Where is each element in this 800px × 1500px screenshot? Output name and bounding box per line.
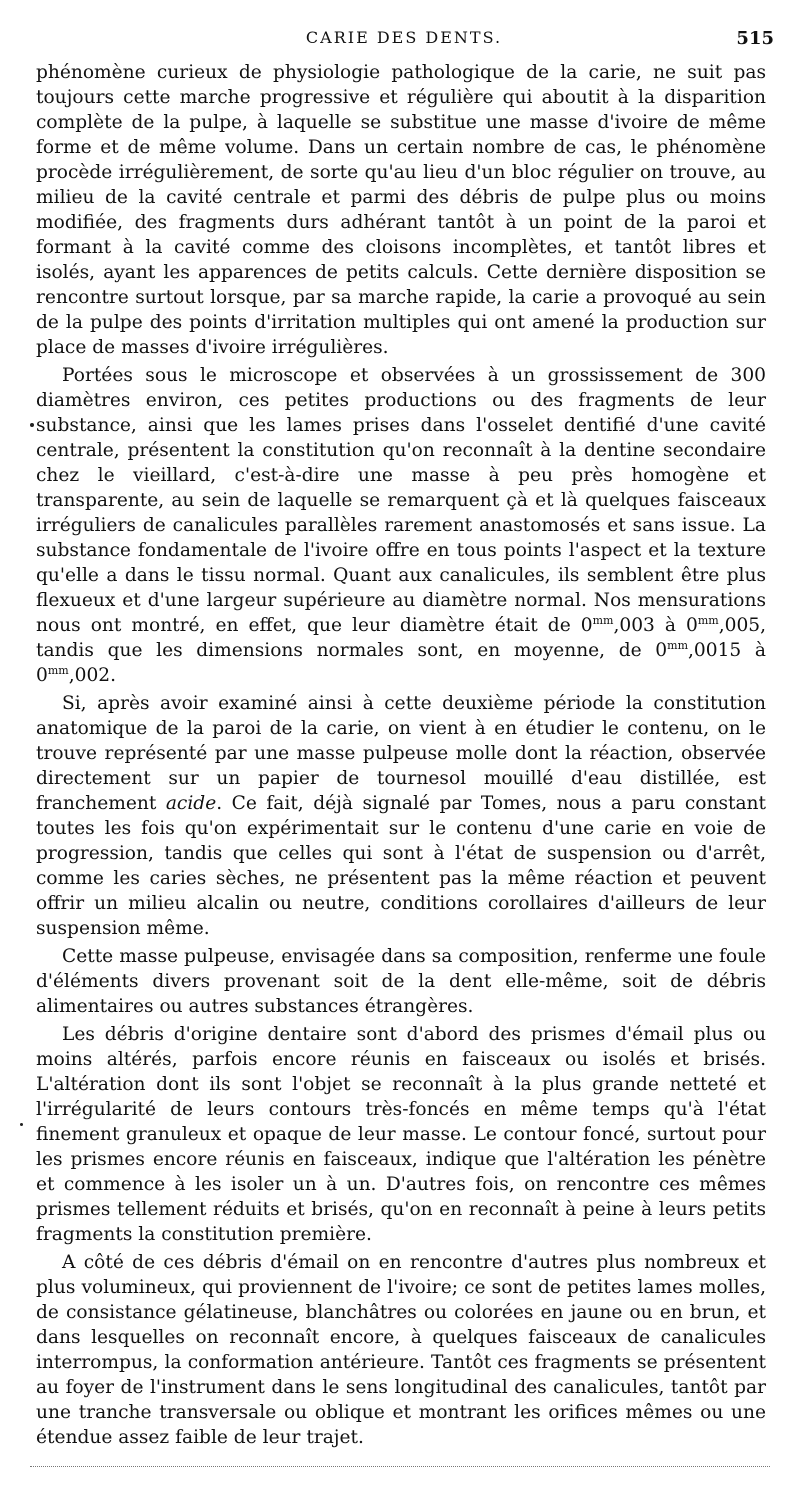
paragraph-6: A côté de ces débris d'émail on en rencontre d'autres plus nombreux et plus volumineux, qui proviennent de l'ivoire; ce sont de petites lames molles, de consistance gélatineuse, blanchâtres ou colorées en jaune ou en brun, et dans lesquelles on reconnaît encore, à quelques faisceaux de canalicules interrompus, la conformation antérieure. Tantôt ces fragments se présentent au foyer de l'instrument dans le sens longitudinal des canalicules, tantôt par une tranche transversale ou oblique et montrant les orifices mêmes ou une étendue assez faible de leur trajet. bbox=[36, 1252, 766, 1448]
paragraph-2-text-d: ,0015 à 0 bbox=[36, 640, 766, 686]
paragraph-2-text-a: Portées sous le microscope et observées à un grossissement de 300 diamètres environ, ces petites productions ou des fragments de leur substance, ainsi que les lames prises dans l'osselet dentifié d'une cavité centrale, présentent la constitution qu'on reconnaît à la dentine secondaire chez le vieillard, c'est-à-dire une masse à peu près homogène et transparente, au sein de laquelle se remarquent çà et là quelques faisceaux irréguliers de canalicules parallèles rarement anastomosés et sans issue. La substance fondamentale de l'ivoire offre en tous points l'aspect et la texture qu'elle a dans le tissu normal. Quant aux canalicules, ils semblent être plus flexueux et d'une largeur supérieure au diamètre normal. Nos mensurations nous ont montré, en effet, que leur diamètre était de 0 bbox=[36, 365, 766, 636]
page-number: 515 bbox=[736, 28, 774, 49]
unit-superscript-1: mm bbox=[592, 613, 614, 627]
unit-superscript-3: mm bbox=[667, 638, 689, 652]
running-head bbox=[34, 28, 774, 54]
paragraph-5: Les débris d'origine dentaire sont d'abord des prismes d'émail plus ou moins altérés, parfois encore réunis en faisceaux ou isolés et brisés. L'altération dont ils sont l'objet se reconnaît à la plus grande netteté et l'irrégularité de leurs contours très-foncés en même temps qu'à l'état finement granuleux et opaque de leur masse. Le contour foncé, surtout pour les prismes encore réunis en faisceaux, indique que l'altération les pénètre et commence à les isoler un à un. D'autres fois, on rencontre ces mêmes prismes tellement réduits et brisés, qu'on en reconnaît à peine à leurs petits fragments la constitution première. bbox=[36, 1024, 766, 1245]
paragraph-4: Cette masse pulpeuse, envisagée dans sa composition, renferme une foule d'éléments divers provenant soit de la dent elle-même, soit de débris alimentaires ou autres substances étrangères. bbox=[36, 946, 766, 1017]
unit-superscript-2: mm bbox=[697, 613, 719, 627]
paragraph-3-italic: acide bbox=[165, 793, 217, 814]
paragraph-3-text-a: Si, après avoir examiné ainsi à cette deuxième période la constitution anatomique de la paroi de la carie, on vient à en étudier le contenu, on le trouve représenté par une masse pulpeuse molle dont la réaction, observée directement sur un papier de tournesol mouillé d'eau distillée, est franchement bbox=[36, 693, 766, 814]
paragraph-3 bbox=[36, 691, 766, 941]
paragraph-2-text-b: ,003 à 0 bbox=[613, 615, 698, 636]
print-speck bbox=[30, 423, 34, 427]
paragraph-3-text-b: . Ce fait, déjà signalé par Tomes, nous a paru constant toutes les fois qu'on expérimentait sur le contenu d'une carie en voie de progression, tandis que celles qui sont à l'état de suspension ou d'arrêt, comme les caries sèches, ne présentent pas la même réaction et peuvent offrir un milieu alcalin ou neutre, conditions corollaires d'ailleurs de leur suspension même. bbox=[36, 793, 766, 939]
unit-superscript-4: mm bbox=[47, 663, 69, 677]
bottom-dotted-rule bbox=[30, 1466, 770, 1467]
paragraph-1: phénomène curieux de physiologie pathologique de la carie, ne suit pas toujours cette marche progressive et régulière qui aboutit à la disparition complète de la pulpe, à laquelle se substitue une masse d'ivoire de même forme et de même volume. Dans un certain nombre de cas, le phénomène procède irrégulièrement, de sorte qu'au lieu d'un bloc régulier on trouve, au milieu de la cavité centrale et parmi des débris de pulpe plus ou moins modifiée, des fragments durs adhérant tantôt à un point de la paroi et formant à la cavité comme des cloisons incomplètes, et tantôt libres et isolés, ayant les apparences de petits calculs. Cette dernière disposition se rencontre surtout lorsque, par sa marche rapide, la carie a provoqué au sein de la pulpe des points d'irritation multiples qui ont amené la production sur place de masses d'ivoire irrégulières. bbox=[36, 62, 766, 358]
paragraph-2-text-e: ,002. bbox=[68, 665, 117, 686]
print-speck bbox=[20, 1123, 23, 1126]
paragraph-2 bbox=[36, 363, 766, 688]
running-title: CARIE DES DENTS. bbox=[305, 28, 503, 47]
body-text bbox=[36, 60, 766, 1453]
paragraph-2-text-c: ,005, tandis que les dimensions normales sont, en moyenne, de 0 bbox=[36, 615, 767, 661]
